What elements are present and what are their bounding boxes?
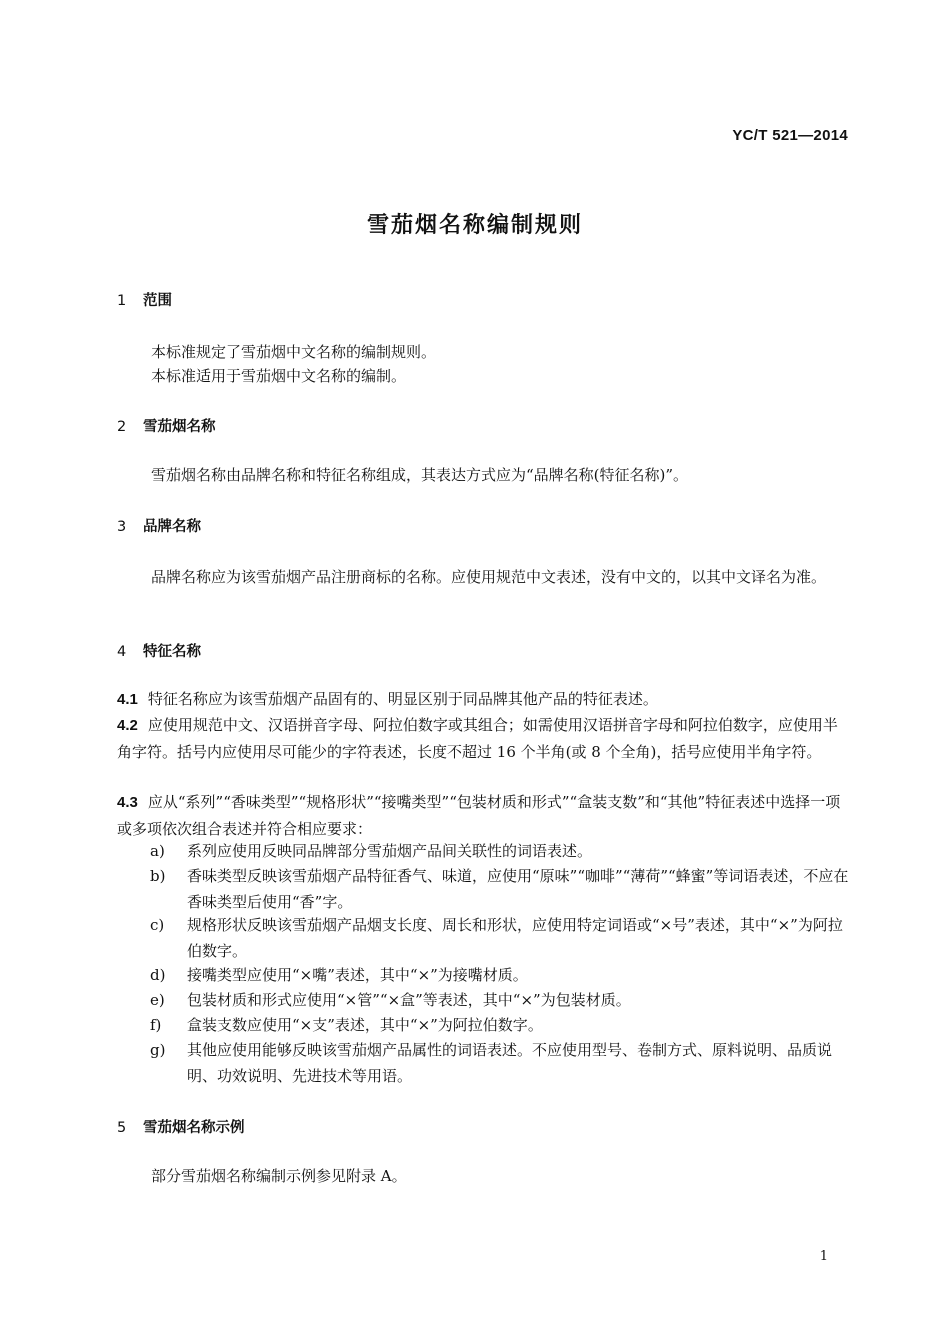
section-title: 雪茄烟名称示例: [143, 1120, 245, 1136]
section-title: 特征名称: [143, 644, 201, 660]
list-item: [150, 1012, 850, 1038]
list-text: 规格形状反映该雪茄烟产品烟支长度、周长和形状，应使用特定词语或“×号”表述，其中“×”为阿拉伯数字。: [187, 916, 843, 960]
clause-text: 特征名称应为该雪茄烟产品固有的、明显区别于同品牌其他产品的特征表述。: [147, 690, 658, 708]
list-marker: c): [150, 916, 165, 934]
section-heading: [117, 1116, 245, 1137]
paragraph: 雪茄烟名称由品牌名称和特征名称组成，其表达方式应为“品牌名称(特征名称)”。: [151, 466, 689, 484]
section-heading: [117, 415, 216, 436]
page-number: 1: [819, 1249, 828, 1264]
section-title: 品牌名称: [143, 519, 201, 535]
list-text: 包装材质和形式应使用“×管”“×盒”等表述，其中“×”为包装材质。: [187, 991, 631, 1009]
list-item: [150, 863, 850, 915]
list-marker: f): [150, 1016, 162, 1034]
section-title: 范围: [143, 293, 172, 309]
section-number: 5: [117, 1120, 127, 1136]
paragraph: 品牌名称应为该雪茄烟产品注册商标的名称。应使用规范中文表述，没有中文的，以其中文译名为准。: [151, 568, 827, 586]
list-marker: g): [150, 1041, 166, 1059]
list-marker: a): [150, 842, 165, 860]
list-text: 其他应使用能够反映该雪茄烟产品属性的词语表述。不应使用型号、卷制方式、原料说明、品质说明、功效说明、先进技术等用语。: [187, 1041, 833, 1085]
section-heading: [117, 515, 201, 536]
list-marker: d): [150, 966, 166, 984]
list-marker: b): [150, 867, 166, 885]
list-item: [150, 962, 850, 988]
standard-code: YC/T 521—2014: [732, 127, 848, 144]
list-text: 接嘴类型应使用“×嘴”表述，其中“×”为接嘴材质。: [187, 966, 528, 984]
list-text: 系列应使用反映同品牌部分雪茄烟产品间关联性的词语表述。: [187, 842, 593, 860]
list-item: [150, 838, 850, 864]
clause-4-2: [117, 712, 850, 765]
list-item: [150, 912, 850, 964]
list-text: 盒装支数应使用“×支”表述，其中“×”为阿拉伯数字。: [187, 1016, 543, 1034]
section-title: 雪茄烟名称: [143, 419, 216, 435]
section-heading: [117, 289, 172, 310]
clause-text: 应使用规范中文、汉语拼音字母、阿拉伯数字或其组合；如需使用汉语拼音字母和阿拉伯数字，应使用半角字符。括号内应使用尽可能少的字符表述，长度不超过 16 个半角(或 8 个全角)，括号应使用半角字符。: [117, 716, 838, 761]
section-number: 1: [117, 293, 127, 309]
section-number: 2: [117, 419, 127, 435]
document-title: 雪茄烟名称编制规则: [366, 213, 583, 238]
clause-text: 应从“系列”“香味类型”“规格形状”“接嘴类型”“包装材质和形式”“盒装支数”和“其他”特征表述中选择一项或多项依次组合表述并符合相应要求：: [117, 793, 841, 838]
paragraph: 本标准适用于雪茄烟中文名称的编制。: [151, 367, 407, 385]
clause-number: 4.2: [117, 717, 138, 734]
clause-4-1: [117, 686, 850, 713]
clause-4-3: [117, 789, 850, 842]
section-number: 3: [117, 519, 127, 535]
list-text: 香味类型反映该雪茄烟产品特征香气、味道，应使用“原味”“咖啡”“薄荷”“蜂蜜”等词语表述，不应在香味类型后使用“香”字。: [187, 867, 849, 911]
list-item: [150, 1037, 850, 1089]
section-number: 4: [117, 644, 127, 660]
list-item: [150, 987, 850, 1013]
list-marker: e): [150, 991, 165, 1009]
section-heading: [117, 640, 201, 661]
clause-number: 4.1: [117, 691, 138, 708]
paragraph: 部分雪茄烟名称编制示例参见附录 A。: [151, 1167, 407, 1185]
clause-number: 4.3: [117, 794, 138, 811]
paragraph: 本标准规定了雪茄烟中文名称的编制规则。: [151, 343, 437, 361]
